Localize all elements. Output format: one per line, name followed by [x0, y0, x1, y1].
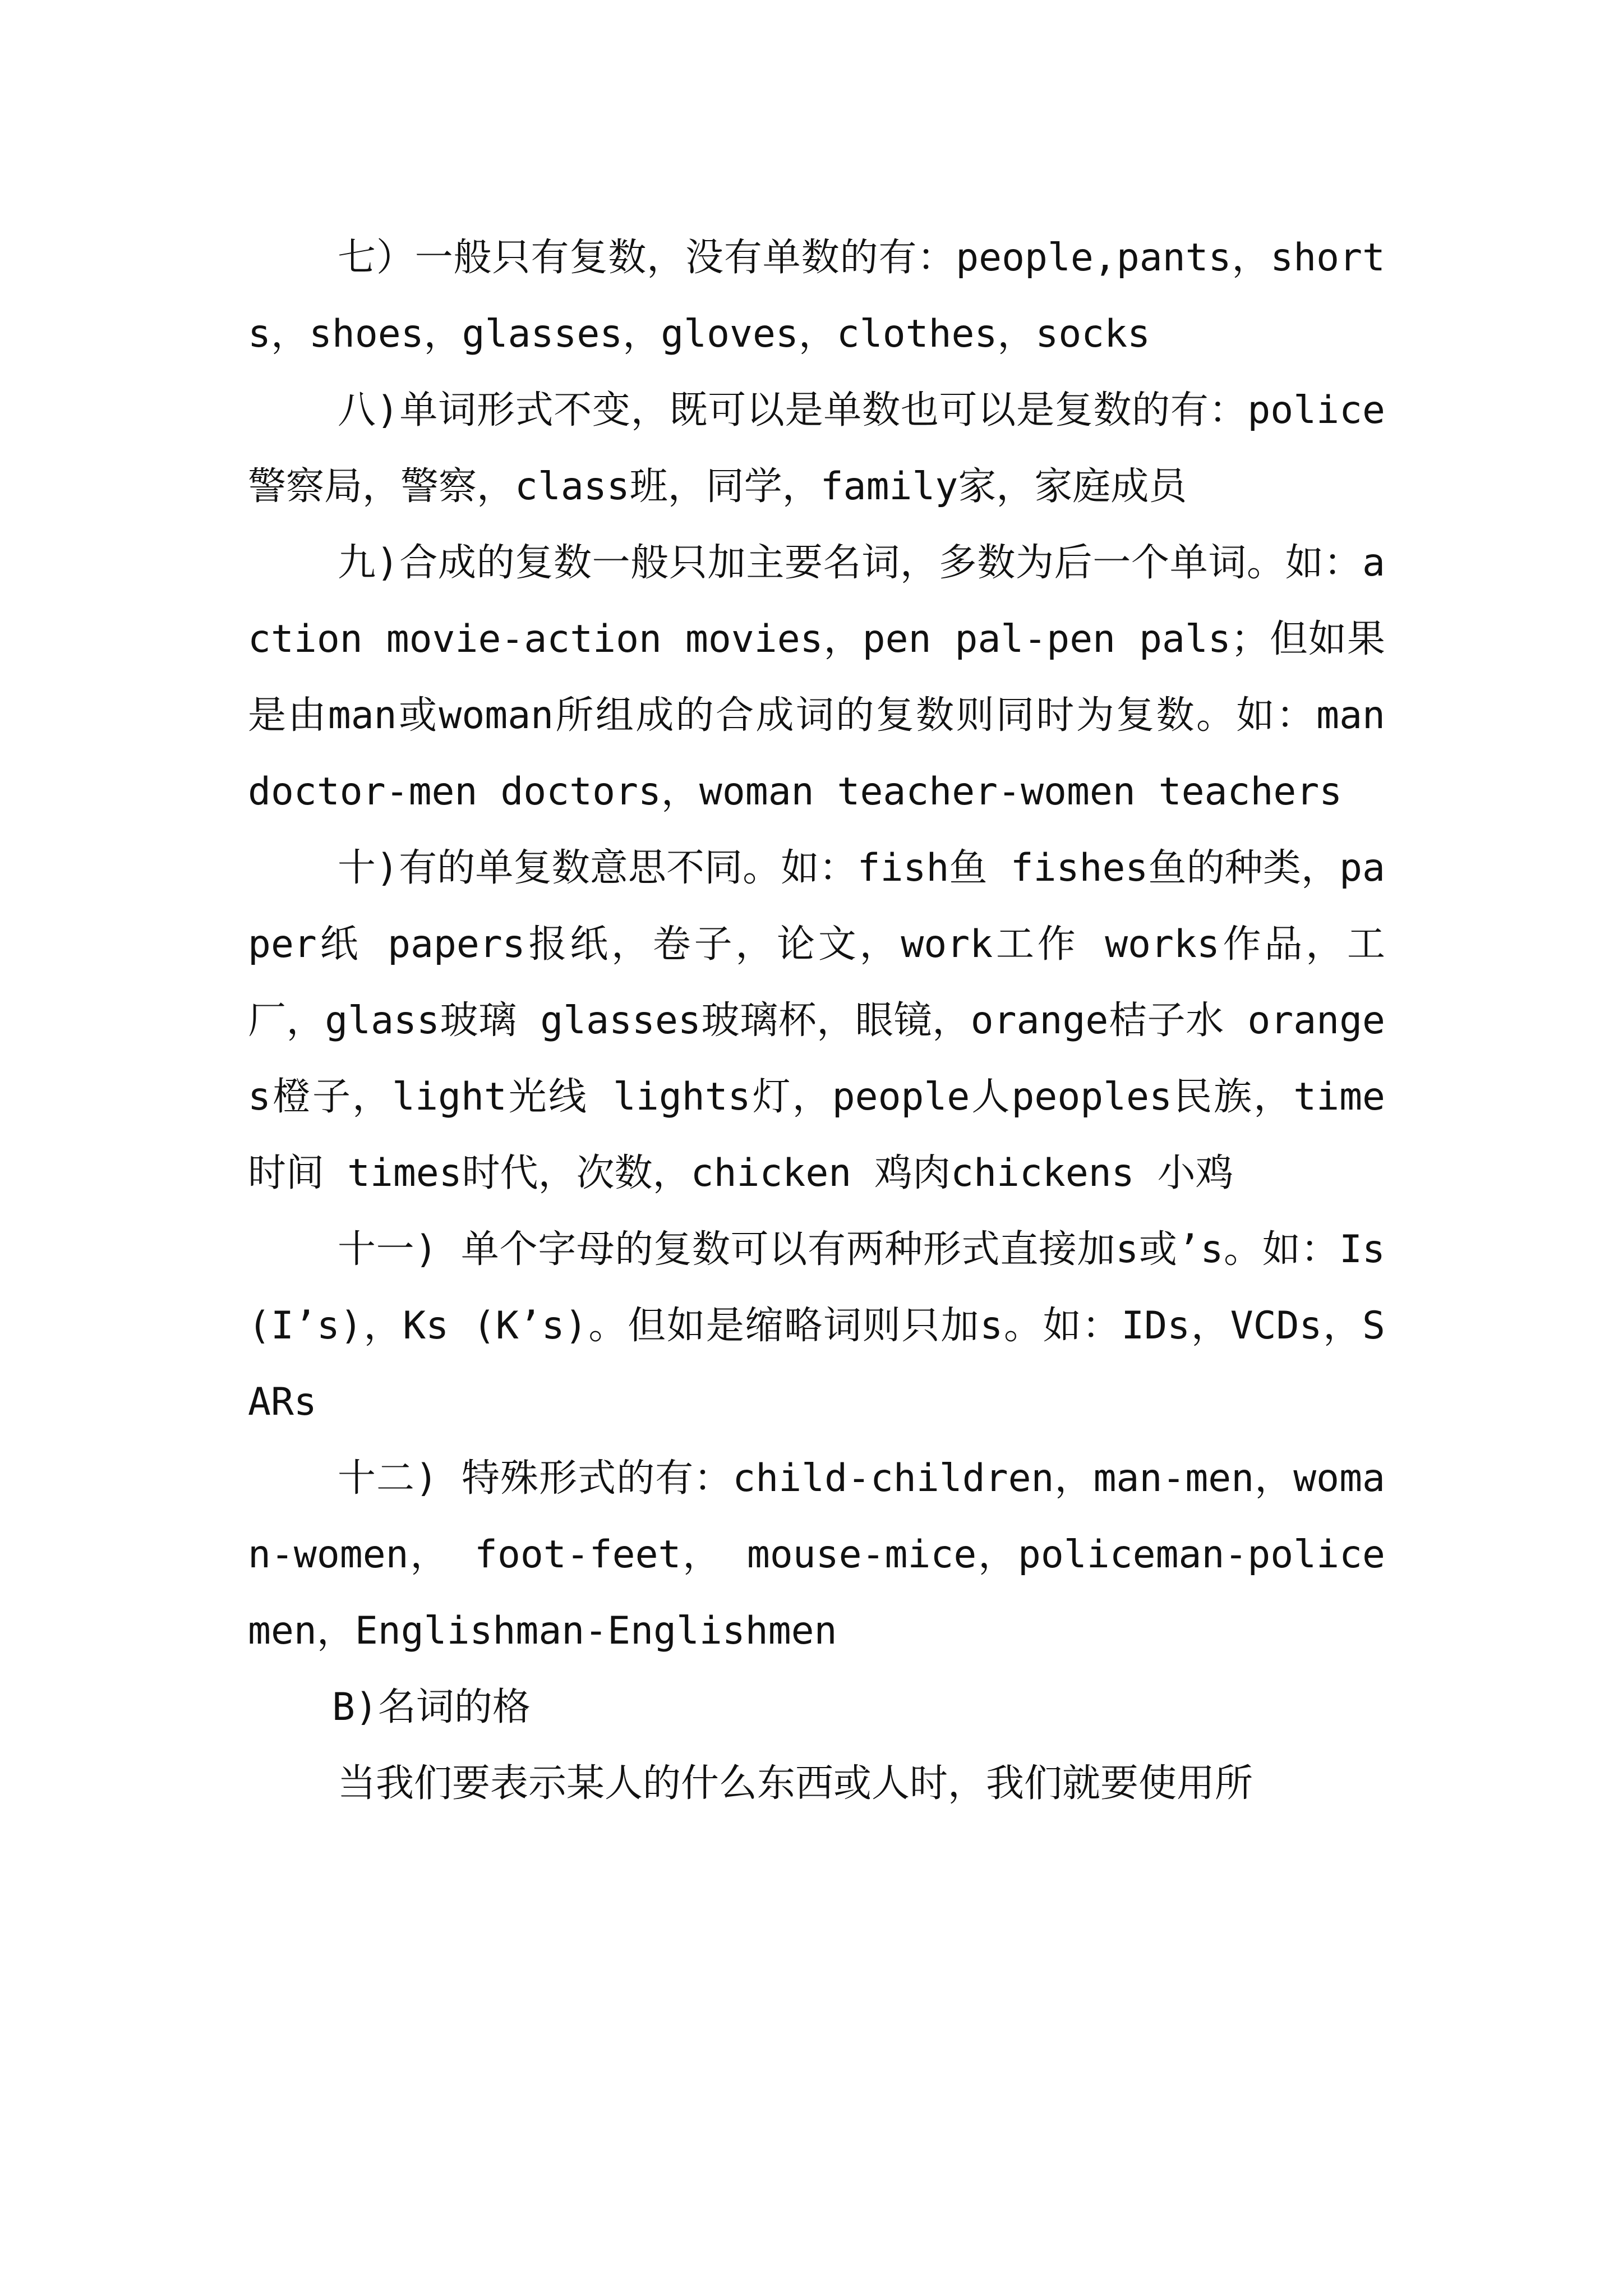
paragraph-possessive-intro: 当我们要表示某人的什么东西或人时，我们就要使用所 — [338, 1761, 1253, 1806]
paragraph-different-meaning: 十)有的单复数意思不同。如：fish鱼 fishes鱼的种类，paper纸 papers报纸，卷子，论文，work工作 works作品，工厂，glass玻璃 glasses玻璃杯，眼镜，orange桔子水 oranges橙子，light光线 lights灯，people人peoples民族，time时间 times时代，次数，chicken 鸡肉chickens 小鸡 — [248, 846, 1385, 1195]
paragraph-compound-plural: 九)合成的复数一般只加主要名词，多数为后一个单词。如：action movie-action movies，pen pal-pen pals；但如果是由man或woman所组成的合成词的复数则同时为复数。如：man doctor-men doctors，woman teacher-women teachers — [248, 541, 1385, 814]
paragraph-letter-plural: 十一) 单个字母的复数可以有两种形式直接加s或’s。如：Is (I’s)，Ks (K’s)。但如是缩略词则只加s。如：IDs，VCDs，SARs — [248, 1227, 1385, 1424]
paragraph-same-form: 八)单词形式不变，既可以是单数也可以是复数的有：police警察局，警察，class班，同学，family家，家庭成员 — [248, 388, 1385, 509]
paragraph-special-forms: 十二) 特殊形式的有：child-children，man-men，woman-women， foot-feet， mouse-mice，policeman-policemen，Englishman-Englishmen — [248, 1456, 1385, 1653]
section-heading-noun-case: B)名词的格 — [332, 1685, 531, 1729]
paragraph-plural-only: 七）一般只有复数，没有单数的有：people,pants，shorts，shoes，glasses，gloves，clothes，socks — [248, 236, 1385, 356]
document-body — [248, 220, 1385, 1822]
